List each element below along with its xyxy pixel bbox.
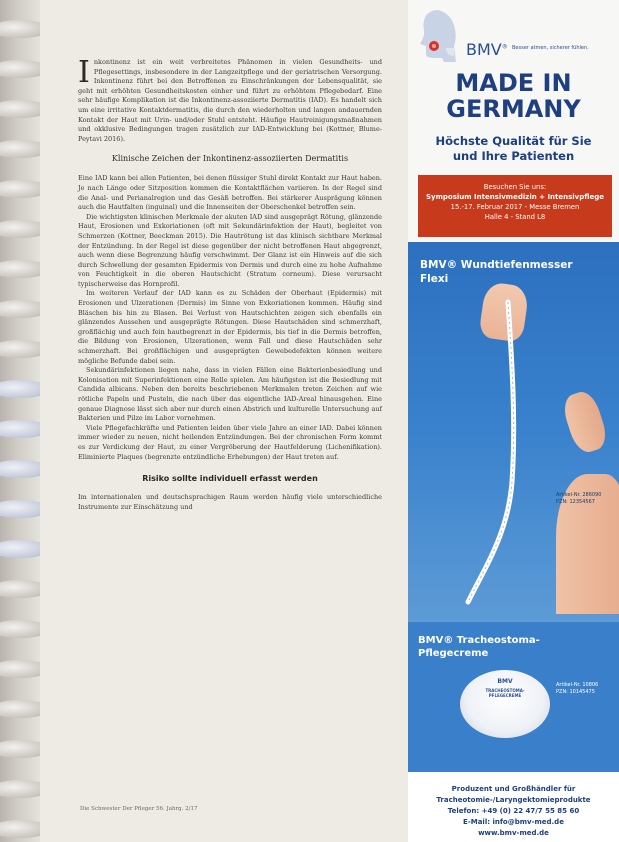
quality-tagline: Höchste Qualität für Sie und Ihre Patienten — [435, 134, 592, 163]
wound-gauge-illustration — [408, 242, 619, 622]
care-cream-title: BMV® Tracheostoma- Pflegecreme — [418, 635, 540, 659]
article-intro — [78, 55, 382, 144]
article-paragraph: Eine IAD kann bei allen Patienten, bei denen flüssiger Stuhl direkt Kontakt zur Haut haben. Je nach Länge oder Sitzposition kommen die Kontaktflächen variieren. In der Regel sind die Anal- und Perianalregion und das Gesäß betroffen. Bei stärkerer Ausprägung können auch die Hautfalten (inguinal) und die Innenseiten der Oberschenkel betroffen sein. — [78, 174, 382, 212]
background-photo-strip — [0, 0, 40, 842]
drop-cap: I — [78, 55, 90, 90]
wound-gauge-title: BMV® Wundtiefenmesser Flexi — [420, 259, 573, 285]
brand-slogan: Besser atmen, sicherer fühlen. — [512, 45, 589, 51]
contact-line: Produzent und Großhändler für — [451, 785, 576, 793]
article-paragraph: Sekundärinfektionen liegen nahe, dass in vielen Fällen eine Bakterienbesiedlung und Kolonisation mit Superinfektionen eine Rolle spielen. Am häufigsten ist die Besiedlung mit Candida albicans. Neben den bereits beschriebenen Merkmalen treten Zeichen auf wie rötliche Papeln und Pusteln, die nach über das eigentliche IAD-Areal hinausgehen. Eine genaue Diagnose lässt sich aber nur durch einen Abstrich und kulturelle Untersuchung auf Bakterien und Pilze im Labor vornehmen. — [78, 366, 382, 423]
brand-logo: BMV® — [466, 40, 508, 59]
head-profile-logo-icon — [416, 6, 458, 62]
article-paragraph: Die wichtigsten klinischen Merkmale der akuten IAD sind ausgeprägt Rötung, glänzende Haut, Erosionen und Exkoriationen (oft mit Sekundärinfektion der Haut), begleitet von Schmerzen (Kottner, Beeckman 2015). Die Hautrötung ist das klinisch sichtbare Merkmal der Entzündung. In der Regel ist diese gegenüber der nicht betroffenen Haut abgegrenzt, auch wenn diese Begrenzung häufig verschwimmt. Der Glanz ist ein Hinweis auf die sich durch Schwellung der gesamten Epidermis von Dermis und durch eine zu hohe Aufnahme von Feuchtigkeit in die oberen Hautschicht (Stratum corneum). Diese verursacht typischerweise das Hornprofil. — [78, 212, 382, 288]
cream-jar-image — [460, 670, 550, 738]
contact-line: Tracheotomie-/Laryngektomieprodukte — [436, 796, 591, 804]
phone-number: Telefon: +49 (0) 22 47/7 55 85 60 — [447, 807, 580, 815]
article-paragraph: Viele Pflegefachkräfte und Patienten leiden über viele Jahre an einer IAD. Dabei können immer wieder zu neuen, nicht heilenden Entzündungen. Bei der chronischen Form kommt es zur Verdickung der Haut, zu einer Vergröberung der Hautfelderung (Lichenifikation). Eliminierte Plaques (begrenzte entzündliche Erhebungen) der Haut treten auf. — [78, 423, 382, 461]
event-banner: Besuchen Sie uns: Symposium Intensivmedizin + Intensivpflege 15.-17. Februar 2017 - Messe Bremen Halle 4 - Stand L8 — [418, 175, 612, 237]
email-link[interactable]: E-Mail: info@bmv-med.de — [463, 818, 564, 826]
ad-header — [408, 0, 619, 242]
jar-brand: BMV — [497, 678, 513, 685]
contact-block — [408, 772, 619, 842]
article-paragraph: Im weiteren Verlauf der IAD kann es zu Schäden der Oberhaut (Epidermis) mit Erosionen und Ulzerationen (Dermis) im Sinne von Exkoriationen kommen. Häufig sind Bläschen bis hin zu Blasen. Bei Verlust von Hautschichten zeigen sich ebenfalls ein glänzendes Aussehen und ausgeprägte Rötungen. Diese Hautschäden sind schmerzhaft, großflächig und auch fein hautbegrenzt in der Epidermis, bis tief in die Dermis betroffen, die Bildung von Erosionen, Ulzerationen, wenn Fall und diese Hautschäden sehr schmerzhaft. Bei großflächigen und ausgeprägten Gewebedefekten können weitere mögliche Befunde dabei sein. — [78, 289, 382, 365]
wound-gauge-product — [408, 242, 619, 622]
gauge-article-number: Artikel-Nr. 286090 PZN: 12354567 — [556, 492, 602, 505]
website-link[interactable]: www.bmv-med.de — [478, 829, 549, 837]
article-page — [40, 0, 408, 842]
intro-text: nkontinenz ist ein weit verbreitetes Phänomen in vielen Gesundheits- und Pflegesettings, insbesondere in der Langzeitpflege und der geriatrischen Versorgung. Inkontinenz führt bei den Betroffenen zu Einschränkungen der Lebensqualität, sie geht mit erhöhten Gesundheitskosten einher und führt zu erhöhtem Pflegebedarf. Eine sehr häufige Komplikation ist die Inkontinenz-assoziierte Dermatitis (IAD). Es handelt sich um eine irritative Kontaktdermatitis, die durch den wiederholten und langen andauernden Kontakt der Haut mit Urin- und/oder Stuhl entsteht. Häufige Hautreinigungsmaßnahmen und okklusive Bedingungen tragen zusätzlich zur IAD-Entwicklung bei (Kottner, Blume-Peytavi 2016). — [78, 58, 382, 143]
article-paragraph: Im internationalen und deutschsprachigen Raum werden häufig viele unterschiedliche Instrumente zur Einschätzung und — [78, 493, 382, 511]
bmv-advertisement — [408, 0, 619, 842]
section-heading-risk: Risiko sollte individuell erfasst werden — [142, 474, 318, 484]
page-footer: Die Schwester Der Pfleger 56. Jahrg. 2/17 — [80, 806, 198, 812]
cream-article-number: Artikel-Nr. 10806 PZN: 10145475 — [556, 682, 599, 695]
section-heading-clinical-signs: Klinische Zeichen der Inkontinenz-assoziierten Dermatitis — [111, 154, 349, 164]
made-in-germany-headline: MADE IN GERMANY — [446, 69, 581, 123]
care-cream-product — [408, 622, 619, 842]
jar-label: TRACHEOSTOMA-PFLEGECREME — [485, 688, 525, 698]
